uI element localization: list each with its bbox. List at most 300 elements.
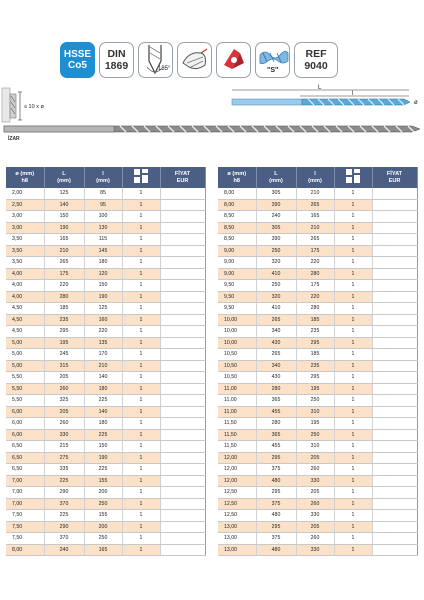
L-header: L (mm): [44, 167, 84, 188]
pack-quantity-cell: 1: [334, 498, 372, 510]
point-geometry-badge: [177, 42, 212, 78]
table-row: [6, 429, 205, 441]
badge-line-1: REF: [305, 48, 327, 60]
diameter-cell: 12,50: [218, 487, 256, 499]
pack-quantity-cell: 1: [122, 314, 160, 326]
L-cell: 410: [256, 268, 296, 280]
l-cell: 155: [84, 475, 122, 487]
table-row: [218, 234, 417, 246]
feature-badges: [60, 42, 338, 80]
table-row: [6, 360, 205, 372]
L-cell: 480: [256, 544, 296, 556]
diameter-cell: 6,50: [6, 441, 44, 453]
L-cell: 205: [44, 372, 84, 384]
l-cell: 130: [84, 222, 122, 234]
l-cell: 280: [296, 303, 334, 315]
pack-quantity-cell: 1: [122, 337, 160, 349]
price-cell: [372, 372, 417, 384]
L-cell: 455: [256, 441, 296, 453]
pack-quantity-cell: 1: [122, 441, 160, 453]
L-cell: 260: [44, 383, 84, 395]
table-row: [6, 280, 205, 292]
brand-label: İZAR: [8, 136, 20, 142]
l-cell: 165: [84, 544, 122, 556]
l-cell: 225: [84, 429, 122, 441]
l-cell: 220: [84, 326, 122, 338]
L-cell: 240: [256, 211, 296, 223]
L-cell: 175: [44, 268, 84, 280]
drill-illustration: [0, 84, 424, 146]
table-row: [218, 544, 417, 556]
l-cell: 185: [296, 314, 334, 326]
L-cell: 250: [256, 245, 296, 257]
price-cell: [160, 452, 205, 464]
diameter-cell: 9,50: [218, 291, 256, 303]
depth-label: ≤ 10 x ø: [24, 104, 44, 110]
l-cell: 210: [84, 360, 122, 372]
L-cell: 215: [44, 441, 84, 453]
diameter-cell: 2,50: [6, 199, 44, 211]
l-cell: 205: [296, 487, 334, 499]
L-cell: 330: [44, 429, 84, 441]
L-cell: 480: [256, 475, 296, 487]
table-row: [6, 257, 205, 269]
diameter-cell: 4,00: [6, 268, 44, 280]
left-table-body: [6, 188, 205, 556]
table-row: [6, 314, 205, 326]
pack-quantity-cell: 1: [334, 441, 372, 453]
price-cell: [372, 303, 417, 315]
price-cell: [160, 337, 205, 349]
pack-quantity-cell: 1: [122, 303, 160, 315]
pack-quantity-cell: 1: [334, 360, 372, 372]
price-cell: [372, 533, 417, 545]
table-row: [6, 464, 205, 476]
l-cell: 150: [84, 441, 122, 453]
table-row: [218, 441, 417, 453]
L-cell: 150: [44, 211, 84, 223]
point-geometry-icon: [179, 43, 211, 77]
pack-quantity-cell: 1: [334, 268, 372, 280]
table-row: [6, 510, 205, 522]
diameter-cell: 10,00: [218, 326, 256, 338]
table-row: [6, 303, 205, 315]
diameter-cell: 3,00: [6, 211, 44, 223]
l-cell: 260: [296, 498, 334, 510]
pack-quantity-cell: 1: [122, 245, 160, 257]
diameter-cell: 7,50: [6, 533, 44, 545]
l-cell: 165: [296, 211, 334, 223]
l-cell: 225: [84, 395, 122, 407]
L-cell: 250: [256, 280, 296, 292]
pack-quantity-cell: 1: [334, 314, 372, 326]
diameter-cell: 8,00: [218, 188, 256, 199]
price-cell: [160, 544, 205, 556]
l-cell: 330: [296, 510, 334, 522]
pack-quantity-cell: 1: [122, 464, 160, 476]
table-row: [218, 314, 417, 326]
pack-quantity-cell: 1: [122, 188, 160, 199]
price-cell: [160, 360, 205, 372]
price-cell: [372, 314, 417, 326]
table-row: [6, 521, 205, 533]
right-table-body: [218, 188, 417, 556]
price-cell: [160, 383, 205, 395]
table-row: [6, 372, 205, 384]
table-row: [218, 337, 417, 349]
L-cell: 390: [256, 234, 296, 246]
table-row: [218, 429, 417, 441]
table-row: [218, 303, 417, 315]
diameter-cell: 4,50: [6, 326, 44, 338]
price-cell: [372, 245, 417, 257]
L-cell: 455: [256, 406, 296, 418]
badge-line-1: HSSE: [63, 49, 92, 60]
diameter-cell: 10,00: [218, 337, 256, 349]
L-cell: 325: [44, 395, 84, 407]
diameter-cell: 2,00: [6, 188, 44, 199]
table-row: [218, 188, 417, 199]
pack-quantity-cell: 1: [334, 280, 372, 292]
diameter-cell: 6,00: [6, 429, 44, 441]
L-cell: 190: [44, 222, 84, 234]
L-dimension-label: L: [318, 85, 322, 91]
diameter-cell: 13,00: [218, 533, 256, 545]
l-cell: 235: [296, 326, 334, 338]
l-cell: 260: [296, 533, 334, 545]
drill-tip-angle-icon: [140, 43, 172, 77]
L-cell: 320: [256, 291, 296, 303]
table-row: [218, 475, 417, 487]
diameter-cell: 9,00: [218, 257, 256, 269]
diameter-cell: 11,00: [218, 406, 256, 418]
L-cell: 305: [256, 222, 296, 234]
diameter-cell: 5,50: [6, 395, 44, 407]
pack-quantity-cell: 1: [122, 544, 160, 556]
l-cell: 260: [296, 464, 334, 476]
diameter-cell: 13,00: [218, 521, 256, 533]
price-cell: [160, 303, 205, 315]
price-cell: [160, 372, 205, 384]
table-row: [218, 487, 417, 499]
l-cell: 195: [296, 383, 334, 395]
L-cell: 210: [44, 245, 84, 257]
price-cell: [372, 441, 417, 453]
l-cell: 205: [296, 452, 334, 464]
l-cell: 265: [296, 234, 334, 246]
table-row: [218, 326, 417, 338]
L-cell: 375: [256, 498, 296, 510]
l-cell: 220: [296, 291, 334, 303]
diameter-cell: 5,50: [6, 383, 44, 395]
price-cell: [160, 475, 205, 487]
pack-quantity-cell: 1: [334, 234, 372, 246]
l-header: l (mm): [84, 167, 122, 188]
l-cell: 160: [84, 314, 122, 326]
L-cell: 280: [256, 418, 296, 430]
L-cell: 265: [256, 349, 296, 361]
table-row: [6, 452, 205, 464]
l-cell: 85: [84, 188, 122, 199]
pack-quantity-cell: 1: [334, 291, 372, 303]
l-cell: 180: [84, 383, 122, 395]
price-cell: [160, 349, 205, 361]
L-cell: 305: [256, 188, 296, 199]
L-cell: 240: [44, 544, 84, 556]
l-cell: 170: [84, 349, 122, 361]
diameter-cell: 7,50: [6, 521, 44, 533]
L-cell: 390: [256, 199, 296, 211]
pack-quantity-cell: 1: [334, 326, 372, 338]
L-cell: 365: [256, 429, 296, 441]
pack-quantity-cell: 1: [122, 291, 160, 303]
L-cell: 370: [44, 533, 84, 545]
l-cell: 140: [84, 406, 122, 418]
diameter-cell: 10,50: [218, 360, 256, 372]
table-row: [6, 268, 205, 280]
drill-table-left: [6, 167, 206, 556]
diameter-cell: 6,50: [6, 452, 44, 464]
table-row: [6, 498, 205, 510]
table-row: [218, 280, 417, 292]
price-cell: [372, 475, 417, 487]
l-cell: 250: [84, 498, 122, 510]
s-type-badge: [255, 42, 290, 78]
price-cell: [372, 521, 417, 533]
dimension-drill: [232, 85, 418, 106]
pack-quantity-cell: 1: [334, 188, 372, 199]
price-cell: [160, 199, 205, 211]
L-cell: 430: [256, 337, 296, 349]
pack-quantity-cell: 1: [122, 395, 160, 407]
angle-label: 135°: [157, 66, 170, 72]
L-cell: 335: [44, 464, 84, 476]
table-row: [6, 291, 205, 303]
l-cell: 195: [296, 418, 334, 430]
price-cell: [160, 280, 205, 292]
L-cell: 280: [44, 291, 84, 303]
table-row: [6, 383, 205, 395]
L-cell: 290: [44, 487, 84, 499]
pack-quantity-cell: 1: [334, 487, 372, 499]
l-cell: 310: [296, 406, 334, 418]
price-cell: [372, 211, 417, 223]
price-cell: [372, 234, 417, 246]
L-cell: 295: [256, 487, 296, 499]
diameter-cell: 11,50: [218, 418, 256, 430]
table-row: [6, 544, 205, 556]
pack-quantity-cell: 1: [122, 521, 160, 533]
diameter-cell: 6,50: [6, 464, 44, 476]
L-cell: 290: [44, 521, 84, 533]
price-header: FİYAT EUR: [372, 167, 417, 188]
price-cell: [372, 406, 417, 418]
L-cell: 280: [256, 383, 296, 395]
pack-quantity-cell: 1: [122, 199, 160, 211]
diameter-cell: 5,00: [6, 349, 44, 361]
pack-quantity-cell: 1: [334, 303, 372, 315]
l-cell: 225: [84, 464, 122, 476]
l-cell: 295: [296, 337, 334, 349]
diameter-cell: 11,50: [218, 429, 256, 441]
price-cell: [160, 464, 205, 476]
price-header: FİYAT EUR: [160, 167, 205, 188]
diameter-cell: 12,00: [218, 464, 256, 476]
l-cell: 155: [84, 510, 122, 522]
pack-quantity-cell: 1: [122, 326, 160, 338]
price-cell: [160, 498, 205, 510]
table-row: [218, 395, 417, 407]
l-cell: 330: [296, 475, 334, 487]
l-cell: 150: [84, 280, 122, 292]
ref-badge: [294, 42, 338, 78]
pack-quantity-cell: 1: [334, 257, 372, 269]
table-row: [6, 441, 205, 453]
price-cell: [372, 498, 417, 510]
price-cell: [160, 441, 205, 453]
pack-quantity-cell: 1: [122, 487, 160, 499]
pack-quantity-cell: 1: [334, 464, 372, 476]
l-cell: 220: [296, 257, 334, 269]
price-cell: [160, 521, 205, 533]
L-cell: 195: [44, 337, 84, 349]
l-cell: 135: [84, 337, 122, 349]
diameter-cell: 10,50: [218, 349, 256, 361]
pack-quantity-cell: 1: [334, 510, 372, 522]
l-cell: 115: [84, 234, 122, 246]
L-cell: 265: [44, 257, 84, 269]
price-cell: [160, 188, 205, 199]
pack-quantity-cell: 1: [334, 418, 372, 430]
price-cell: [372, 395, 417, 407]
price-cell: [160, 268, 205, 280]
diameter-cell: 9,00: [218, 245, 256, 257]
l-cell: 190: [84, 291, 122, 303]
diameter-cell: 4,50: [6, 303, 44, 315]
depth-diagram: [2, 88, 44, 122]
diameter-cell: 9,50: [218, 280, 256, 292]
L-cell: 225: [44, 510, 84, 522]
price-cell: [372, 452, 417, 464]
table-row: [218, 211, 417, 223]
pack-quantity-cell: 1: [334, 406, 372, 418]
table-header-row: [6, 167, 205, 188]
l-cell: 250: [84, 533, 122, 545]
table-row: [218, 498, 417, 510]
price-cell: [372, 383, 417, 395]
L-cell: 430: [256, 372, 296, 384]
pack-quantity-cell: 1: [122, 498, 160, 510]
price-cell: [160, 533, 205, 545]
diameter-cell: 6,00: [6, 418, 44, 430]
table-row: [6, 475, 205, 487]
drill-table-right: [218, 167, 418, 556]
price-cell: [160, 429, 205, 441]
l-cell: 235: [296, 360, 334, 372]
price-cell: [372, 257, 417, 269]
table-row: [218, 199, 417, 211]
table-row: [218, 533, 417, 545]
l-cell: 295: [296, 372, 334, 384]
diameter-cell: 8,50: [218, 211, 256, 223]
pack-quantity-cell: 1: [122, 234, 160, 246]
diameter-cell: 11,00: [218, 395, 256, 407]
pack-quantity-cell: 1: [334, 222, 372, 234]
table-row: [218, 521, 417, 533]
price-cell: [372, 510, 417, 522]
diameter-cell: 8,00: [218, 199, 256, 211]
price-cell: [160, 326, 205, 338]
pack-quantity-cell: 1: [122, 222, 160, 234]
price-cell: [160, 510, 205, 522]
diameter-cell: 12,50: [218, 498, 256, 510]
price-cell: [160, 211, 205, 223]
price-cell: [372, 418, 417, 430]
diameter-header: ø (mm) h8: [6, 167, 44, 188]
diameter-cell: 7,00: [6, 475, 44, 487]
L-cell: 320: [256, 257, 296, 269]
l-cell: 180: [84, 418, 122, 430]
pack-quantity-cell: 1: [122, 257, 160, 269]
diameter-cell: 3,00: [6, 222, 44, 234]
diameter-cell: 8,00: [6, 544, 44, 556]
diameter-cell: 8,50: [218, 234, 256, 246]
L-cell: 410: [256, 303, 296, 315]
diameter-cell: 11,00: [218, 383, 256, 395]
table-row: [6, 406, 205, 418]
table-row: [6, 188, 205, 199]
diameter-cell: 10,50: [218, 372, 256, 384]
pack-quantity-cell: 1: [122, 280, 160, 292]
L-cell: 370: [44, 498, 84, 510]
price-cell: [372, 487, 417, 499]
price-cell: [160, 222, 205, 234]
diameter-cell: 7,50: [6, 510, 44, 522]
pack-quantity-cell: 1: [122, 372, 160, 384]
L-cell: 235: [44, 314, 84, 326]
L-cell: 265: [256, 314, 296, 326]
l-cell: 95: [84, 199, 122, 211]
diameter-cell: 8,50: [218, 222, 256, 234]
l-cell: 125: [84, 303, 122, 315]
pack-quantity-cell: 1: [334, 521, 372, 533]
table-row: [218, 257, 417, 269]
table-row: [218, 383, 417, 395]
price-cell: [160, 245, 205, 257]
table-row: [218, 245, 417, 257]
L-cell: 295: [44, 326, 84, 338]
price-cell: [160, 314, 205, 326]
diameter-label: ø: [414, 100, 418, 106]
diameter-cell: 11,50: [218, 441, 256, 453]
pack-icon: [133, 168, 149, 184]
l-cell: 180: [84, 257, 122, 269]
table-row: [6, 326, 205, 338]
table-row: [218, 222, 417, 234]
price-cell: [372, 291, 417, 303]
badge-line-2: Co5: [68, 60, 87, 71]
pack-quantity-cell: 1: [122, 406, 160, 418]
l-cell: 250: [296, 429, 334, 441]
table-row: [6, 337, 205, 349]
diameter-cell: 9,50: [218, 303, 256, 315]
price-cell: [160, 234, 205, 246]
diameter-cell: 12,00: [218, 452, 256, 464]
L-cell: 225: [44, 475, 84, 487]
L-cell: 480: [256, 510, 296, 522]
price-cell: [160, 406, 205, 418]
diameter-cell: 12,50: [218, 510, 256, 522]
